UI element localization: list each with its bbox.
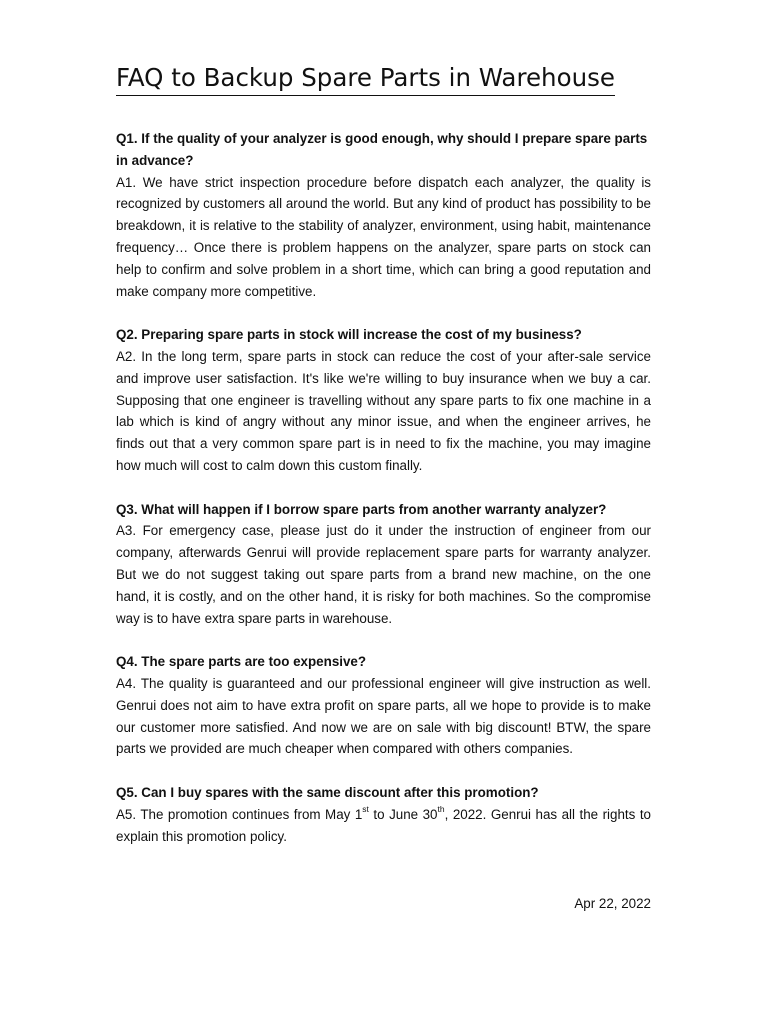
faq-answer-3: A3. For emergency case, please just do it under the instruction of engineer from our company, afterwards Genrui will provide replacement spare parts for warranty analyzer. But we do not suggest taking out spare parts from a brand new machine, on the one hand, it is costly, and on the other hand, it is risky for both machines. So the compromise way is to have extra spare parts in warehouse. <box>116 523 651 626</box>
faq-answer-1: A1. We have strict inspection procedure before dispatch each analyzer, the quality is recognized by customers all around the world. But any kind of product has possibility to be breakdown, it is relative to the stability of analyzer, environment, using habit, maintenance frequency… Once there is problem happens on the analyzer, spare parts on stock can help to confirm and solve problem in a short time, which can bring a good reputation and make company more competitive. <box>116 174 651 299</box>
faq-question-3: Q3. What will happen if I borrow spare parts from another warranty analyzer? <box>116 501 607 517</box>
faq-item-4 <box>116 651 651 760</box>
faq-answer-4: A4. The quality is guaranteed and our professional engineer will give instruction as well. Genrui does not aim to have extra profit on spare parts, all we hope to provide is to make our customer more satisfied. And now we are on sale with big discount! BTW, the spare parts we provided are much cheaper when compared with others companies. <box>116 675 651 757</box>
faq-answer-5-ordinal-st: st <box>362 804 369 815</box>
faq-item-3 <box>116 499 651 630</box>
faq-question-1: Q1. If the quality of your analyzer is good enough, why should I prepare spare parts in advance? <box>116 131 648 168</box>
faq-answer-5-middle: to June 30 <box>368 806 438 822</box>
faq-answer-5-prefix: A5. The promotion continues from May 1 <box>116 806 363 822</box>
faq-answer-5 <box>116 804 651 848</box>
faq-answer-5-suffix: , 2022. Genrui has all the rights to explain this promotion policy. <box>116 806 652 844</box>
faq-question-5: Q5. Can I buy spares with the same discount after this promotion? <box>116 784 539 800</box>
document-date: Apr 22, 2022 <box>574 896 651 911</box>
faq-answer-5-ordinal-th: th <box>437 804 445 815</box>
document-page <box>116 62 651 869</box>
faq-item-2 <box>116 324 651 477</box>
faq-question-2: Q2. Preparing spare parts in stock will increase the cost of my business? <box>116 327 582 343</box>
document-title: FAQ to Backup Spare Parts in Warehouse <box>116 62 615 96</box>
faq-answer-2: A2. In the long term, spare parts in stock can reduce the cost of your after-sale service and improve user satisfaction. It's like we're willing to buy insurance when we buy a car. Supposing that one engineer is travelling without any spare parts to fix one machine in a lab which is kind of angry without any minor issue, and when the engineer arrives, he finds out that a very common spare part is in need to fix the machine, you may imagine how much will cost to calm down this custom finally. <box>116 348 651 473</box>
faq-list <box>116 128 651 847</box>
faq-item-5 <box>116 782 651 847</box>
faq-item-1 <box>116 128 651 302</box>
faq-question-4: Q4. The spare parts are too expensive? <box>116 654 367 670</box>
